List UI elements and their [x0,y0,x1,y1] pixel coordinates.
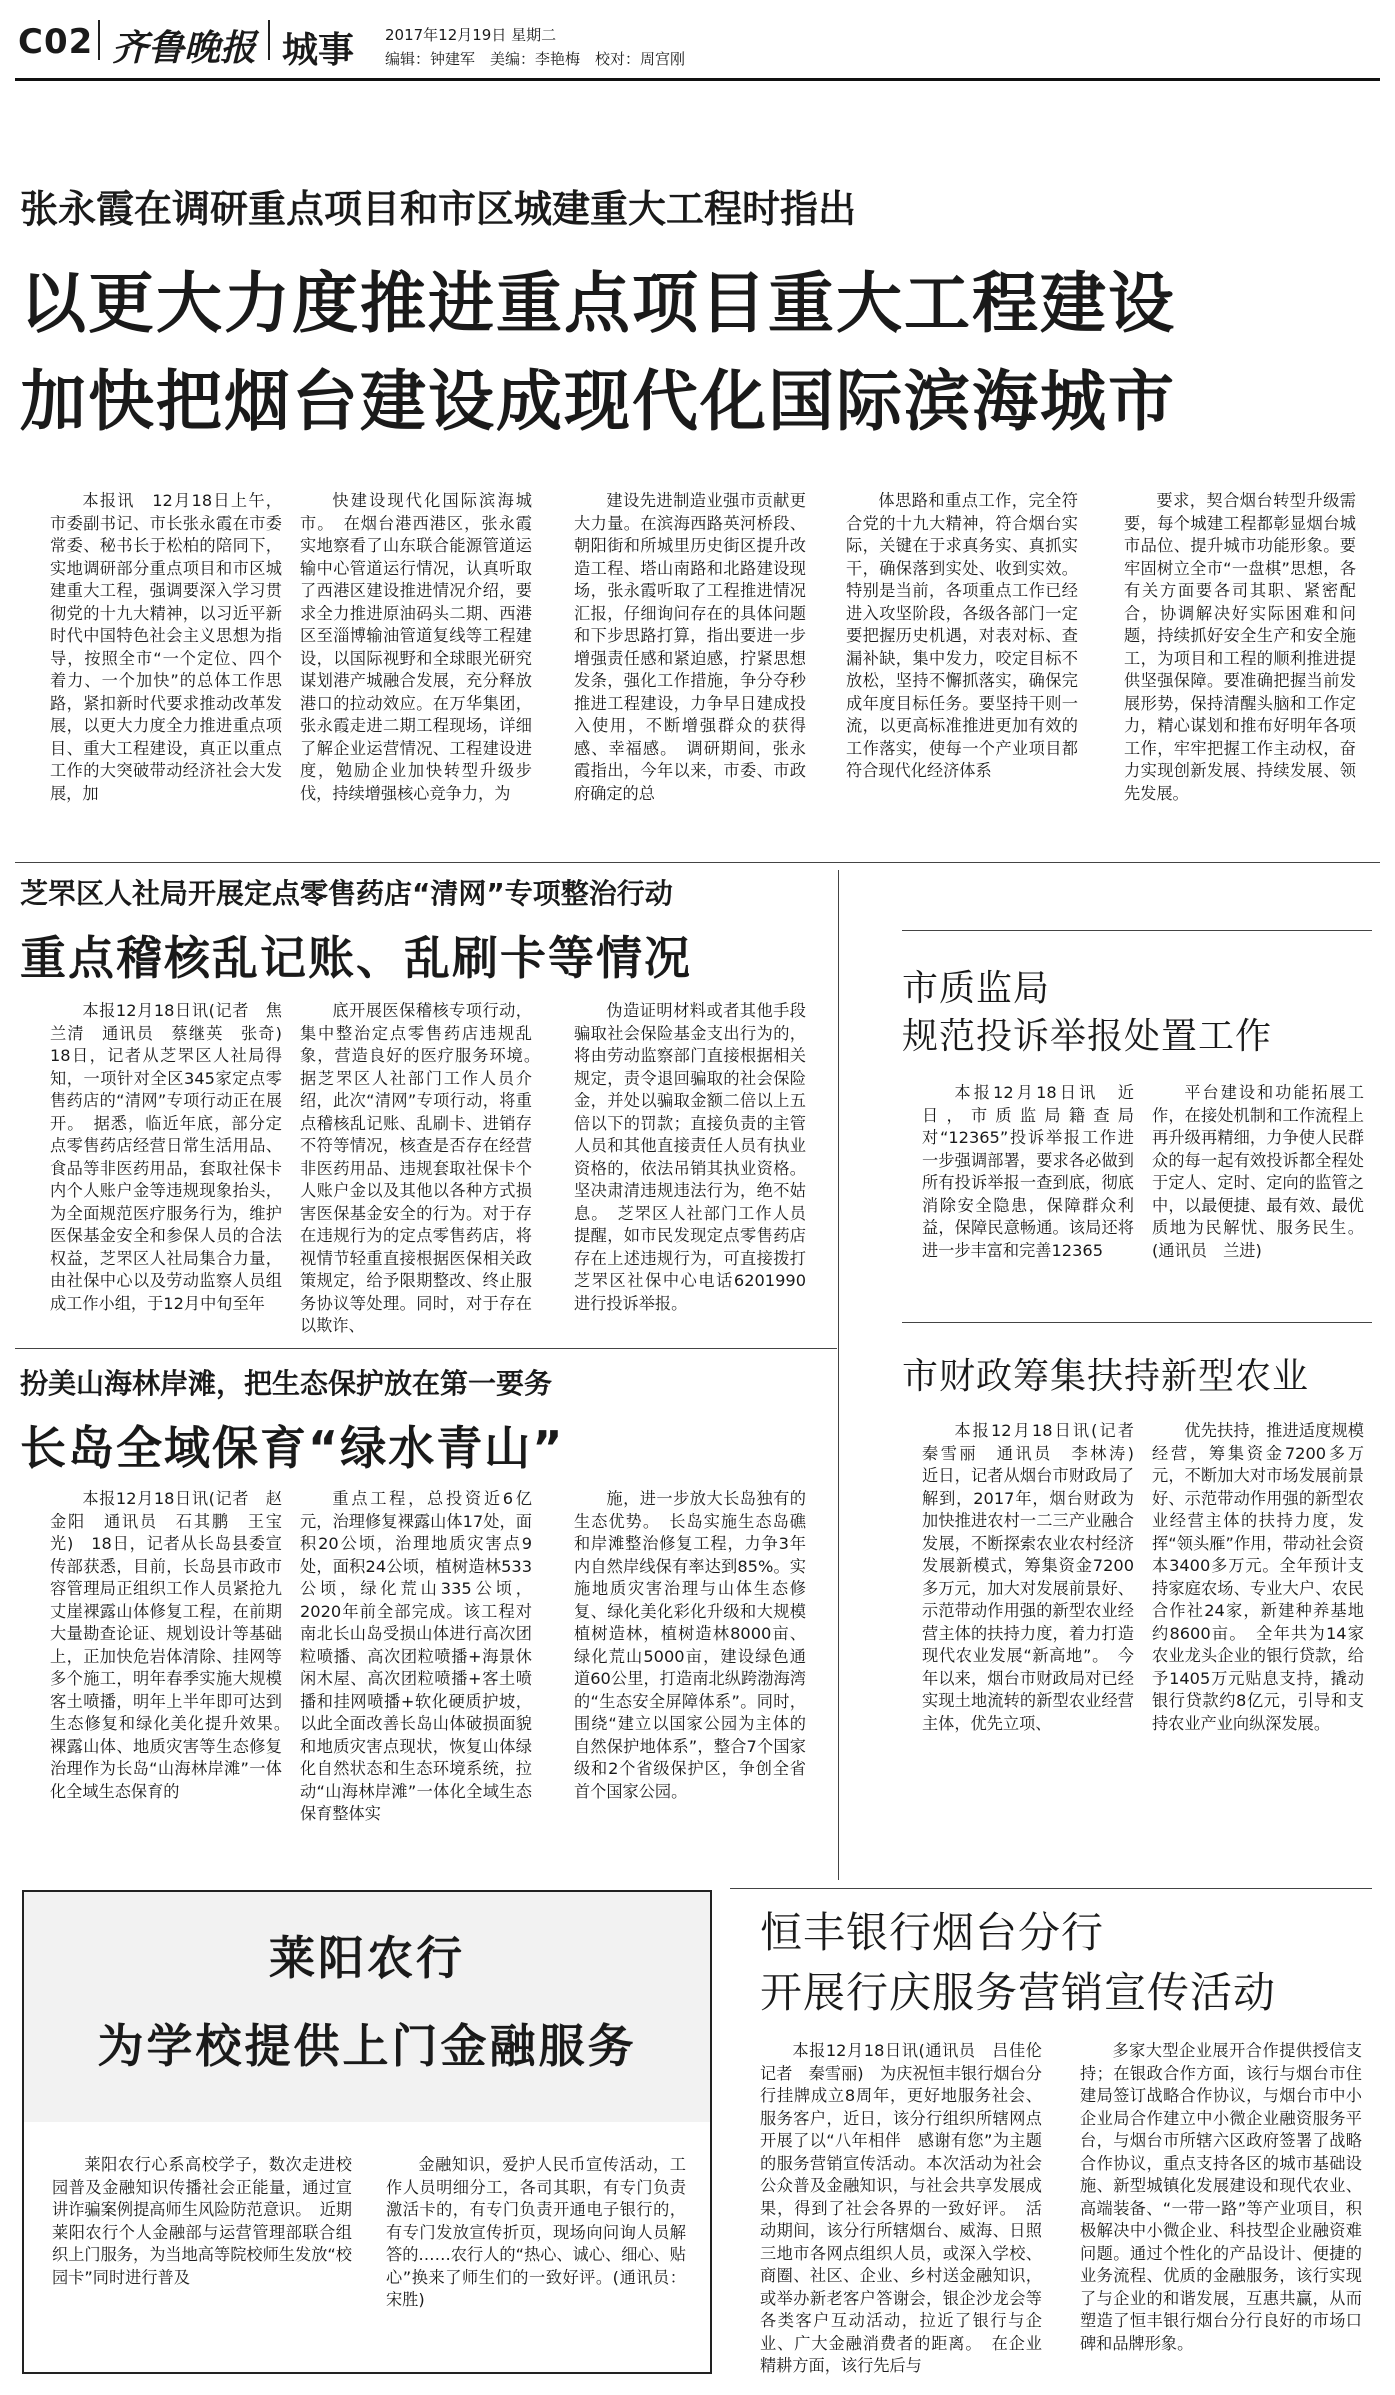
story5-subhead: 扮美山海林岸滩，把生态保护放在第一要务 [20,1367,553,1400]
story6-headline-line2: 开展行庆服务营销宣传活动 [760,1968,1277,2017]
story6-headline-line1: 恒丰银行烟台分行 [760,1908,1105,1957]
ad-column: 金融知识，爱护人民币宣传活动，工作人员明细分工，各司其职，有专门负责激活卡的，有专门负责开通电子银行的，有专门发放宣传折页，现场向问询人员解答的……农行人的“热心、诚心、细心、贴心”换来了师生们的一致好评。(通讯员：宋胜) [386,2155,686,2309]
story5-column: 重点工程，总投资近6亿元，治理修复裸露山体17处，面积20公顷，治理地质灾害点9处，面积24公顷，植树造林533公顷，绿化荒山335公顷，2020年前全部完成。该工程对南北长山岛受损山体进行高次团粒喷播、高次团粒喷播+海景休闲木屋、高次团粒喷播+客土喷播和挂网喷播+软化硬质护坡，以此全面改善长岛山体破损面貌和地质灾害点现状，恢复山体绿化自然状态和生态环境系统，拉动“山海林岸滩”一体化全域生态保育整体实 [300,1489,532,1823]
story4-column: 优先扶持，推进适度规模经营，筹集资金7200多万元，不断加大对市场发展前景好、示范带动作用强的新型农业经营主体的扶持力度，发挥“领头雁”作用，带动社会资本3400多万元。全年预计支持家庭农场、专业大户、农民合作社24家，新建种养基地约8600亩。 全年共为14家农业龙头企业的银行贷款，给予1405万元贴息支持，撬动银行贷款约8亿元，引导和支持农业产业向纵深发展。 [1152,1421,1364,1733]
story6-column: 多家大型企业展开合作提供授信支持；在银政合作方面，该行与烟台市住建局签订战略合作协议，与烟台市中小企业局合作建立中小微企业融资服务平台，与烟台市所辖六区政府签署了战略合作协议，重点支持各区的城市基础设施、新型城镇化发展建设和现代农业、高端装备、“一带一路”等产业项目，积极解决中小微企业、科技型企业融资难问题。通过个性化的产品设计、便捷的业务流程、优质的金融服务，该行实现了与企业的和谐发展，互惠共赢，从而塑造了恒丰银行烟台分行良好的市场口碑和品牌形象。 [1080,2041,1362,2353]
story5-headline: 长岛全域保育“绿水青山” [20,1421,565,1475]
story1-column: 体思路和重点工作，完全符合党的十九大精神，符合烟台实际，关键在于求真务实、真抓实干，确保落到实处、收到实效。特别是当前，各项重点工作已经进入攻坚阶段，各级各部门一定要把握历史机遇，对表对标、查漏补缺，集中发力，咬定目标不放松，坚持不懈抓落实，确保完成年度目标任务。要坚持干则一流，以更高标准推进更加有效的工作落实，使每一个产业项目都符合现代化经济体系 [846,491,1078,780]
story4-column: 本报12月18日讯(记者 秦雪丽 通讯员 李林涛) 近日，记者从烟台市财政局了解到，2017年，烟台财政为加快推进农村一二三产业融合发展，不断探索农业农村经济发展新模式，筹集资金7200多万元，加大对发展前景好、示范带动作用强的新型农业经营主体的扶持力度，着力打造现代农业发展“新高地”。 今年以来，烟台市财政局对已经实现土地流转的新型农业经营主体，优先立项、 [922,1421,1151,1733]
story3-column: 本报12月18日讯 近日，市质监局籍查局对“12365”投诉举报工作进一步强调部署，要求各必做到所有投诉举报一查到底，彻底消除安全隐患，保障群众利益，保障民意畅通。该局还将进一步丰富和完善12365 [922,1083,1134,1260]
page-number: C02 [18,22,94,62]
story4-top-rule [902,1322,1372,1323]
editor-credits: 编辑：钟建军 美编：李艳梅 校对：周宫刚 [385,50,686,68]
masthead-divider [268,20,270,60]
story3-top-rule [902,930,1372,931]
story2-column: 伪造证明材料或者其他手段骗取社会保险基金支出行为的，将由劳动监察部门直接根据相关规定，责令退回骗取的社会保险金，并处以骗取金额二倍以上五倍以下的罚款；直接负责的主管人员和其他直接责任人员有执业资格的，依法吊销其执业资格。坚决肃清违规违法行为，绝不姑息。 芝罘区人社部门工作人员提醒，如市民发现定点零售药店存在上述违规行为，可直接拨打芝罘区社保中心电话6201990进行投诉举报。 [574,1001,806,1313]
section-title: 城事 [282,30,355,71]
story1-column: 建设先进制造业强市贡献更大力量。在滨海西路英河桥段、朝阳街和所城里历史街区提升改造工程、塔山南路和北路建设现场，张永霞听取了工程推进情况汇报，仔细询问存在的具体问题和下步思路打算，指出要进一步增强责任感和紧迫感，拧紧思想发条，强化工作措施，争分夺秒推进工程建设，力争早日建成投入使用，不断增强群众的获得感、幸福感。 调研期间，张永霞指出，今年以来，市委、市政府确定的总 [574,491,806,803]
story1-subhead: 张永霞在调研重点项目和市区城建重大工程时指出 [20,187,857,231]
story5-column: 施，进一步放大长岛独有的生态优势。 长岛实施生态岛礁和岸滩整治修复工程，力争3年内自然岸线保有率达到85%。实施地质灾害治理与山体生态修复、绿化美化彩化升级和大规模植树造林，植树造林8000亩、绿化荒山5000亩，建设绿色通道60公里，打造南北纵跨渤海湾的“生态安全屏障体系”。同时，围绕“建立以国家公园为主体的自然保护地体系”，整合7个国家级和2个省级保护区，争创全省首个国家公园。 [574,1489,806,1801]
story6-column: 本报12月18日讯(通讯员 吕佳伦 记者 秦雪丽) 为庆祝恒丰银行烟台分行挂牌成立8周年，更好地服务社会、服务客户，近日，该分行组织所辖网点开展了以“八年相伴 感谢有您”为主题的服务营销宣传活动。本次活动为社会公众普及金融知识，与社会共享发展成果，得到了社会各界的一致好评。 活动期间，该分行所辖烟台、威海、日照三地市各网点组织人员，或深入学校、商圈、社区、企业、乡村送金融知识，或举办新老客户答谢会，银企沙龙会等各类客户互动活动，拉近了银行与企业、广大金融消费者的距离。 在企业精耕方面，该行先后与 [760,2041,1059,2375]
section-divider [730,1888,1372,1889]
story2-column: 底开展医保稽核专项行动，集中整治定点零售药店违规乱象，营造良好的医疗服务环境。 据芝罘区人社部门工作人员介绍，此次“清网”专项行动，将重点稽核乱记账、乱刷卡、进销存不符等情况，核查是否存在经营非医药用品、违规套取社保卡个人账户金以及其他以各种方式损害医保基金安全的行为。对于存在违规行为的定点零售药店，将视情节轻重直接根据医保相关政策规定，给予限期整改、终止服务协议等处理。同时，对于存在以欺诈、 [300,1001,549,1335]
masthead-divider [98,20,100,60]
section-divider [15,862,1380,863]
ad-headline-line2: 为学校提供上门金融服务 [97,2019,637,2073]
story2-headline: 重点稽核乱记账、乱刷卡等情况 [20,931,692,985]
issue-date: 2017年12月19日 星期二 [385,26,557,44]
story1-column: 要求，契合烟台转型升级需要，每个城建工程都彰显烟台城市品位、提升城市功能形象。要牢固树立全市“一盘棋”思想，各有关方面要各司其职、紧密配合，协调解决好实际困难和问题，持续抓好安全生产和安全施工，为项目和工程的顺利推进提供坚强保障。要准确把握当前发展形势，保持清醒头脑和工作定力，精心谋划和推布好明年各项工作，牢牢把握工作主动权，奋力实现创新发展、持续发展、领先发展。 [1124,491,1356,803]
ad-box [22,1890,712,2374]
story1-column: 快建设现代化国际滨海城市。 在烟台港西港区，张永霞实地察看了山东联合能源管道运输中心管道运行情况，认真听取了西港区建设推进情况介绍，要求全力推进原油码头二期、西港区至淄博输油管道复线等工程建设，以国际视野和全球眼光研究谋划港产城融合发展，充分释放港口的拉动效应。在万华集团，张永霞走进二期工程现场，详细了解企业运营情况、工程建设进度，勉励企业加快转型升级步伐，持续增强核心竞争力，为 [300,491,532,803]
story1-column: 本报讯 12月18日上午，市委副书记、市长张永霞在市委常委、秘书长于松柏的陪同下，实地调研部分重点项目和市区城建重大工程，强调要深入学习贯彻党的十九大精神，以习近平新时代中国特色社会主义思想为指导，按照全市“一个定位、四个着力、一个加快”的总体工作思路，紧扣新时代要求推动改革发展，以更大力度全力推进重点项目、重大工程建设，真正以重点工作的大突破带动经济社会大发展，加 [50,491,282,803]
story3-column: 平台建设和功能拓展工作，在接处机制和工作流程上再升级再精细，力争使人民群众的每一起有效投诉都全程处于定人、定时、定向的监管之中，以最便捷、最有效、最优质地为民解忧、服务民生。(通讯员 兰进) [1152,1083,1364,1260]
ad-headline-line1: 莱阳农行 [269,1931,465,1985]
masthead-rule [15,78,1380,81]
paper-logo: 齐鲁晚报 [112,27,257,69]
story4-headline: 市财政筹集扶持新型农业 [902,1356,1310,1397]
section-divider [15,1348,837,1349]
column-divider [838,870,839,1880]
story2-column: 本报12月18日讯(记者 焦兰清 通讯员 蔡继英 张奇) 18日，记者从芝罘区人社局得知，一项针对全区345家定点零售药店的“清网”专项行动正在展开。 据悉，临近年底，部分定点零售药店经营日常生活用品、食品等非医药用品，套取社保卡内个人账户金等违规现象抬头，为全面规范医疗服务行为，维护医保基金安全和参保人员的合法权益，芝罘区人社局集合力量，由社保中心以及劳动监察人员组成工作小组，于12月中旬至年 [50,1001,299,1313]
story1-headline-line1: 以更大力度推进重点项目重大工程建设 [20,265,1176,342]
story2-subhead: 芝罘区人社局开展定点零售药店“清网”专项整治行动 [20,877,673,910]
story3-headline-line1: 市质监局 [902,968,1051,1009]
story5-column: 本报12月18日讯(记者 赵金阳 通讯员 石其鹏 王宝光) 18日，记者从长岛县委宣传部获悉，目前，长岛县市政市容管理局正组织工作人员紧抢九丈崖裸露山体修复工程，在前期大量勘查论证、规划设计等基础上，正加快危岩体清除、挂网等多个施工，明年春季实施大规模客土喷播，明年上半年即可达到生态修复和绿化美化提升效果。 裸露山体、地质灾害等生态修复治理作为长岛“山海林岸滩”一体化全域生态保育的 [50,1489,299,1801]
ad-column: 莱阳农行心系高校学子，数次走进校园普及金融知识传播社会正能量，通过宣讲诈骗案例提高师生风险防范意识。 近期莱阳农行个人金融部与运营管理部联合组织上门服务，为当地高等院校师生发放“校园卡”同时进行普及 [52,2155,352,2287]
story1-headline-line2: 加快把烟台建设成现代化国际滨海城市 [20,363,1176,440]
story3-headline-line2: 规范投诉举报处置工作 [902,1016,1273,1057]
